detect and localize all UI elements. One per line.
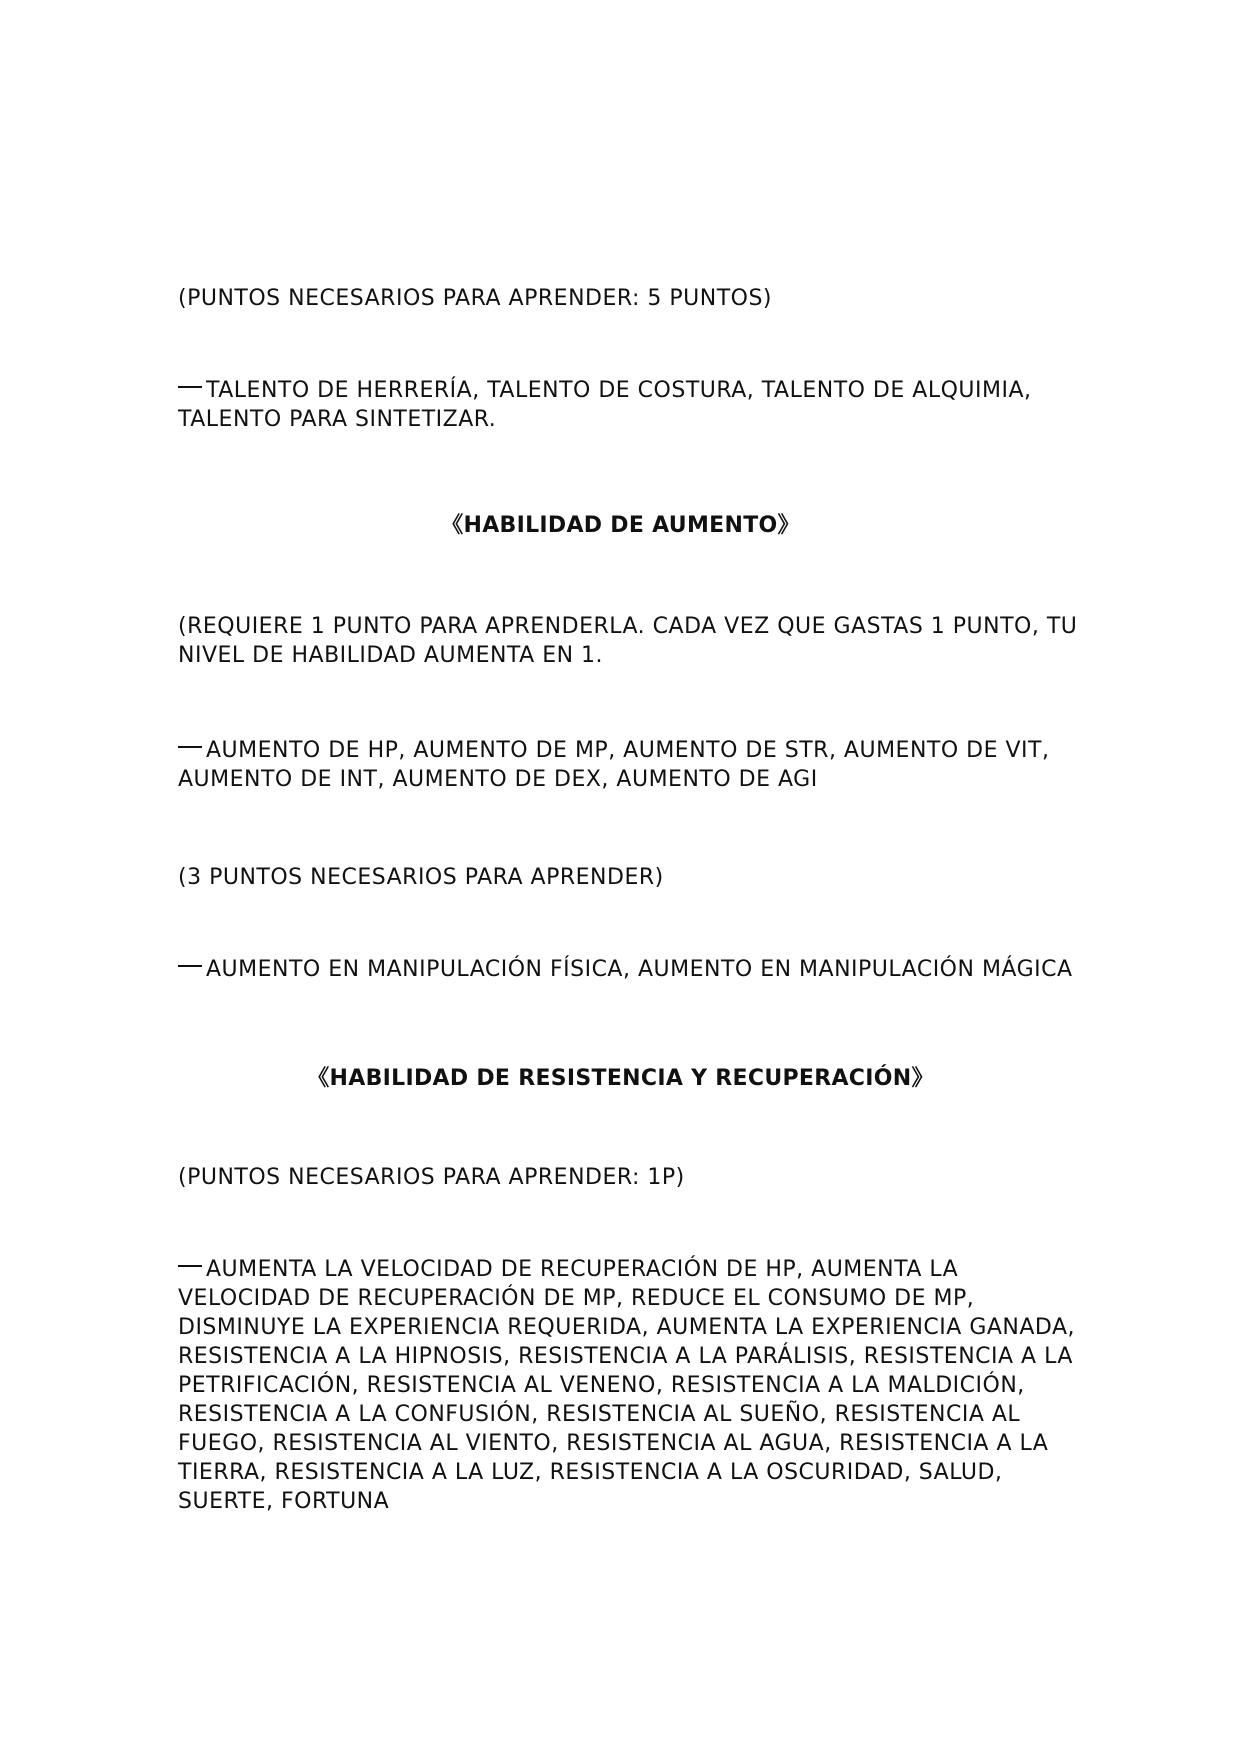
- resistance-recovery-heading: 《HABILIDAD DE RESISTENCIA Y RECUPERACIÓN》: [307, 1066, 934, 1091]
- dash-icon: [178, 965, 202, 967]
- boost-skill-heading: 《HABILIDAD DE AUMENTO》: [441, 513, 800, 538]
- one-point-note: [178, 1163, 1078, 1192]
- resistance-recovery-list: [178, 1255, 1078, 1516]
- manipulation-boost-list: [178, 955, 1078, 984]
- three-points-note: [178, 863, 1078, 892]
- boost-skill-note-text: (REQUIERE 1 PUNTO PARA APRENDERLA. CADA VEZ QUE GASTAS 1 PUNTO, TU NIVEL DE HABILIDAD AUMENTA EN 1.: [178, 614, 1078, 668]
- boost-skill-note: [178, 612, 1078, 670]
- stat-boost-list: [178, 736, 1078, 794]
- dash-icon: [178, 1265, 202, 1267]
- crafting-talents-list: [178, 376, 1078, 434]
- crafting-talents-text: TALENTO DE HERRERÍA, TALENTO DE COSTURA, TALENTO DE ALQUIMIA, TALENTO PARA SINTETIZAR.: [178, 378, 1032, 432]
- three-points-text: (3 PUNTOS NECESARIOS PARA APRENDER): [178, 865, 664, 890]
- stat-boost-text: AUMENTO DE HP, AUMENTO DE MP, AUMENTO DE STR, AUMENTO DE VIT, AUMENTO DE INT, AUMENTO DE DEX, AUMENTO DE AGI: [178, 738, 1050, 792]
- manipulation-boost-text: AUMENTO EN MANIPULACIÓN FÍSICA, AUMENTO EN MANIPULACIÓN MÁGICA: [206, 957, 1073, 982]
- resistance-recovery-text: AUMENTA LA VELOCIDAD DE RECUPERACIÓN DE HP, AUMENTA LA VELOCIDAD DE RECUPERACIÓN DE MP, REDUCE EL CONSUMO DE MP, DISMINUYE LA EXPERIENCIA REQUERIDA, AUMENTA LA EXPERIENCIA GANADA, RESISTENCIA A LA HIPNOSIS, RESISTENCIA A LA PARÁLISIS, RESISTENCIA A LA PETRIFICACIÓN, RESISTENCIA AL VENENO, RESISTENCIA A LA MALDICIÓN, RESISTENCIA A LA CONFUSIÓN, RESISTENCIA AL SUEÑO, RESISTENCIA AL FUEGO, RESISTENCIA AL VIENTO, RESISTENCIA AL AGUA, RESISTENCIA A LA TIERRA, RESISTENCIA A LA LUZ, RESISTENCIA A LA OSCURIDAD, SALUD, SUERTE, FORTUNA: [178, 1257, 1076, 1514]
- points-required-note: [178, 284, 1078, 313]
- points-required-text: (PUNTOS NECESARIOS PARA APRENDER: 5 PUNTOS): [178, 286, 772, 311]
- dash-icon: [178, 386, 202, 388]
- one-point-text: (PUNTOS NECESARIOS PARA APRENDER: 1P): [178, 1165, 685, 1190]
- dash-icon: [178, 746, 202, 748]
